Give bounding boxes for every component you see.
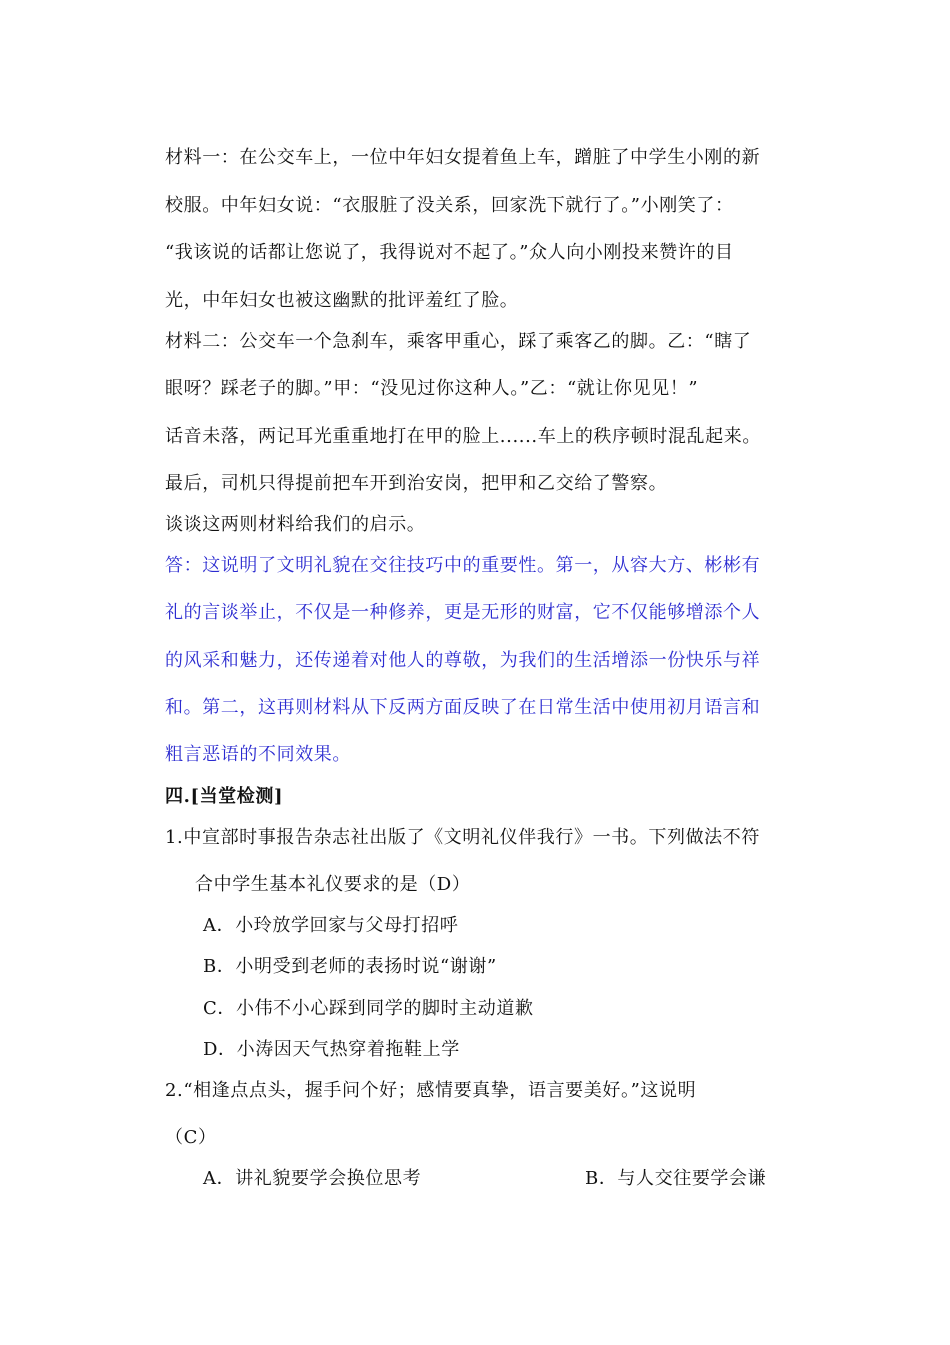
material1-line-1: 材料一：在公交车上，一位中年妇女提着鱼上车，蹭脏了中学生小刚的新 [165, 147, 761, 168]
q1-stem-line-2: 合中学生基本礼仪要求的是（D） [195, 874, 471, 895]
material1-line-4: 光，中年妇女也被这幽默的批评羞红了脸。 [165, 290, 519, 311]
answer-line-3: 的风采和魅力，还传递着对他人的尊敬，为我们的生活增添一份快乐与祥 [165, 650, 761, 671]
q1-option-d: D．小涛因天气热穿着拖鞋上学 [203, 1039, 460, 1060]
material1-line-3: “我该说的话都让您说了，我得说对不起了。”众人向小刚投来赞许的目 [165, 242, 734, 263]
material2-line-4: 最后，司机只得提前把车开到治安岗，把甲和乙交给了警察。 [165, 473, 668, 494]
answer-line-1: 答：这说明了文明礼貌在交往技巧中的重要性。第一，从容大方、彬彬有 [165, 555, 761, 576]
q1-option-c: C．小伟不小心踩到同学的脚时主动道歉 [203, 998, 534, 1019]
q2-option-a: A．讲礼貌要学会换位思考 [203, 1168, 422, 1189]
answer-line-5: 粗言恶语的不同效果。 [165, 744, 351, 765]
q1-stem-line-1: 1.中宣部时事报告杂志社出版了《文明礼仪伴我行》一书。下列做法不符 [165, 827, 760, 848]
q1-option-b: B．小明受到老师的表扬时说“谢谢” [203, 956, 497, 977]
q1-option-a: A．小玲放学回家与父母打招呼 [203, 915, 459, 936]
q2-stem-line-1: 2.“相逢点点头，握手问个好；感情要真挚，语言要美好。”这说明 [165, 1080, 697, 1101]
answer-line-2: 礼的言谈举止，不仅是一种修养，更是无形的财富，它不仅能够增添个人 [165, 602, 761, 623]
section-heading: 四.[当堂检测] [165, 786, 284, 807]
material2-line-1: 材料二：公交车一个急刹车，乘客甲重心，踩了乘客乙的脚。乙：“瞎了 [165, 331, 752, 352]
answer-line-4: 和。第二，这再则材料从下反两方面反映了在日常生活中使用初月语言和 [165, 697, 761, 718]
material2-line-2: 眼呀？踩老子的脚。”甲：“没见过你这种人。”乙：“就让你见见！” [165, 378, 699, 399]
material1-line-2: 校服。中年妇女说：“衣服脏了没关系，回家洗下就行了。”小刚笑了： [165, 195, 734, 216]
q2-option-b: B．与人交往要学会谦 [585, 1168, 767, 1189]
q2-stem-line-2: （C） [165, 1127, 217, 1148]
material2-line-3: 话音未落，两记耳光重重地打在甲的脸上......车上的秩序顿时混乱起来。 [165, 426, 761, 447]
discussion-question: 谈谈这两则材料给我们的启示。 [165, 514, 426, 535]
